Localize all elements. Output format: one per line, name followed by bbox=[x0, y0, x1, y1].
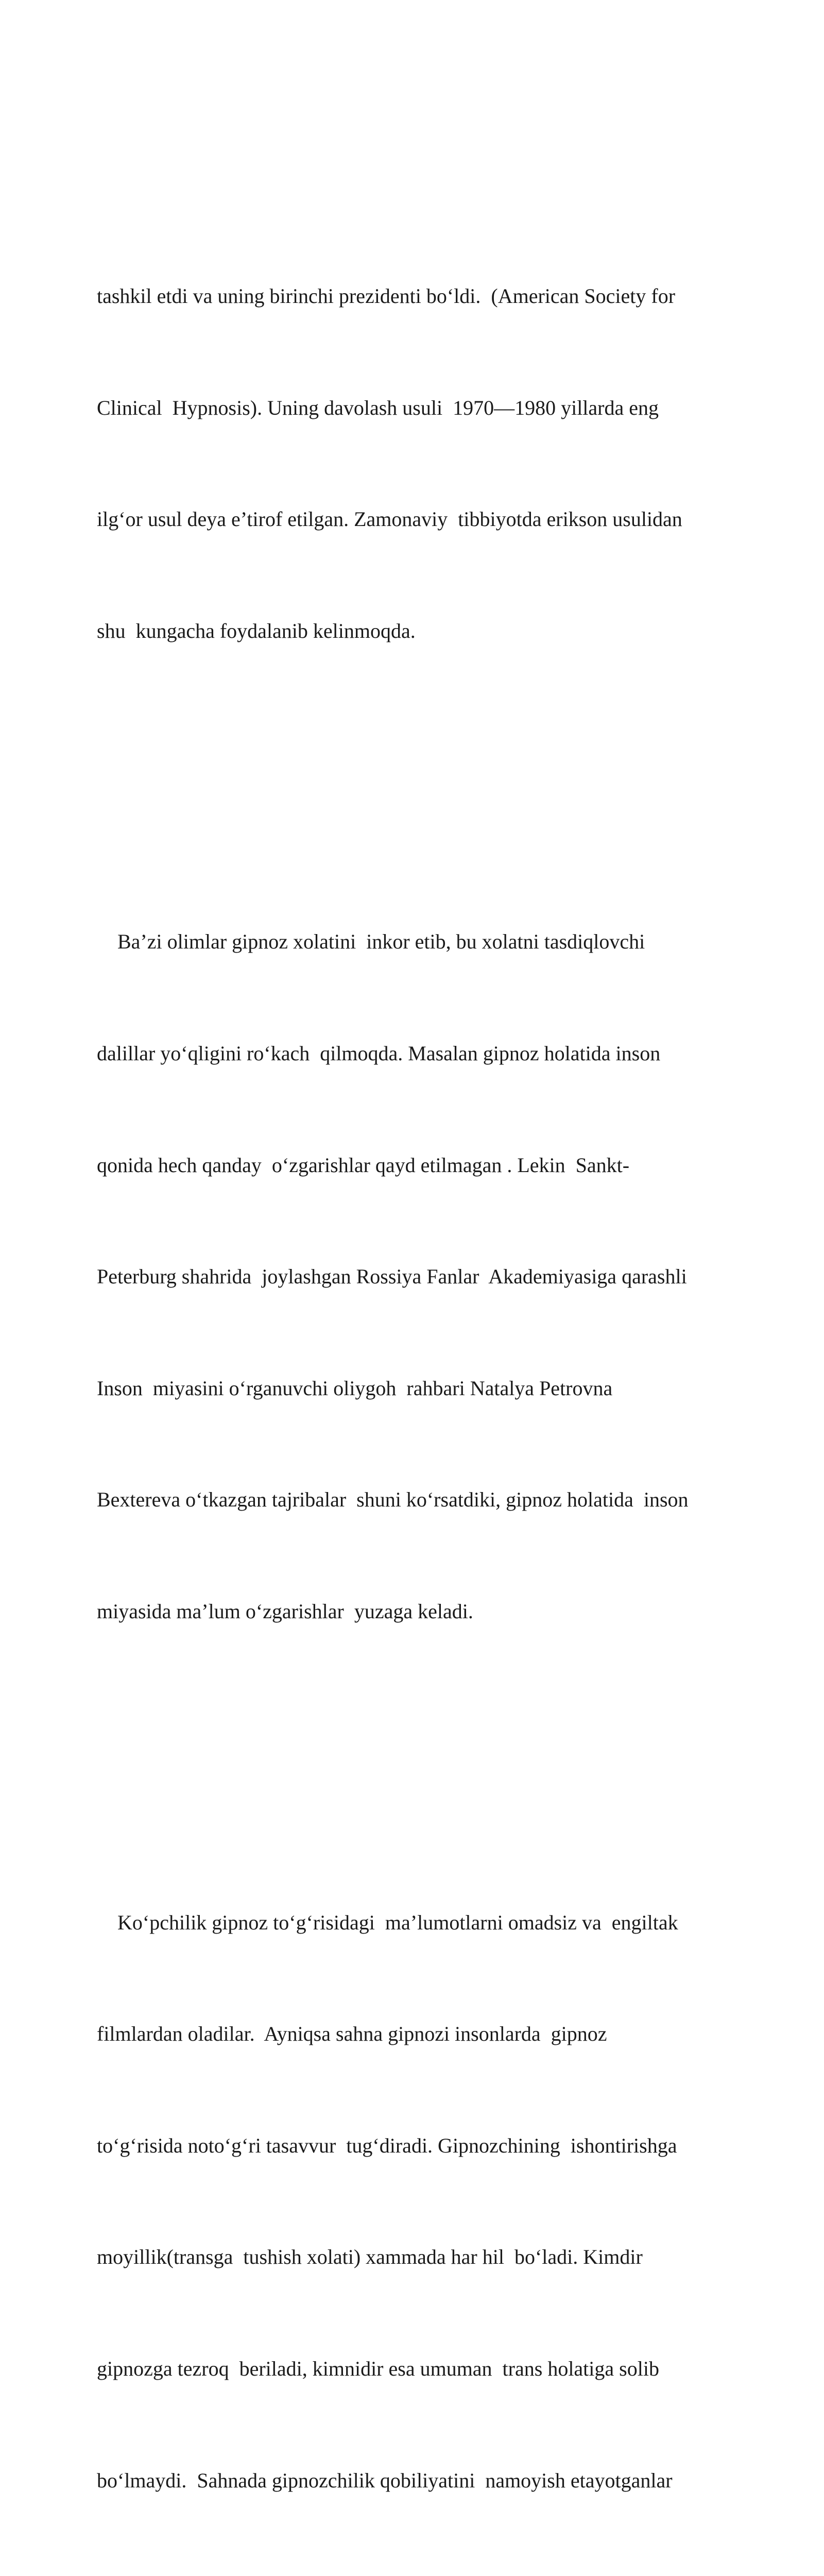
text-line: Ko‘pchilik gipnoz to‘g‘risidagi ma’lumotlarni omadsiz va engiltak bbox=[97, 1910, 678, 1934]
text-line: Ba’zi olimlar gipnoz xolatini inkor etib, bu xolatni tasdiqlovchi bbox=[97, 930, 645, 954]
text-line: filmlardan oladilar. Ayniqsa sahna gipnozi insonlarda gipnoz bbox=[97, 2022, 607, 2046]
text-line: dalillar yo‘qligini ro‘kach qilmoqda. Masalan gipnoz holatida inson bbox=[97, 1042, 661, 1065]
text-line: Clinical Hypnosis). Uning davolash usuli 1970—1980 yillarda eng bbox=[97, 396, 659, 419]
paragraph-2 bbox=[97, 849, 735, 1705]
text-line: shu kungacha foydalanib kelinmoqda. bbox=[97, 619, 416, 642]
text-line: ilg‘or usul deya e’tirof etilgan. Zamonaviy tibbiyotda erikson usulidan bbox=[97, 507, 682, 531]
text-line: miyasida ma’lum o‘zgarishlar yuzaga keladi. bbox=[97, 1599, 473, 1623]
text-line: moyillik(transga tushish xolati) xammada har hil bo‘ladi. Kimdir bbox=[97, 2245, 643, 2269]
text-line: Peterburg shahrida joylashgan Rossiya Fanlar Akademiyasiga qarashli bbox=[97, 1265, 687, 1289]
text-line: bo‘lmaydi. Sahnada gipnozchilik qobiliyatini namoyish etayotganlar bbox=[97, 2468, 673, 2492]
text-line bbox=[97, 2573, 735, 2576]
document-body bbox=[97, 92, 735, 2576]
text-line: tashkil etdi va uning birinchi prezidenti bo‘ldi. (American Society for bbox=[97, 284, 676, 308]
text-line: Bextereva o‘tkazgan tajribalar shuni ko‘rsatdiki, gipnoz holatida inson bbox=[97, 1488, 689, 1512]
text-line: gipnozga tezroq beriladi, kimnidir esa umuman trans holatiga solib bbox=[97, 2357, 659, 2380]
paragraph-3 bbox=[97, 1829, 735, 2576]
paragraph-1 bbox=[97, 204, 735, 724]
text-line: to‘g‘risida noto‘g‘ri tasavvur tug‘diradi. Gipnozchining ishontirishga bbox=[97, 2133, 677, 2157]
text-line: Inson miyasini o‘rganuvchi oliygoh rahbari Natalya Petrovna bbox=[97, 1376, 613, 1400]
text-line: qonida hech qanday o‘zgarishlar qayd etilmagan . Lekin Sankt- bbox=[97, 1153, 630, 1177]
